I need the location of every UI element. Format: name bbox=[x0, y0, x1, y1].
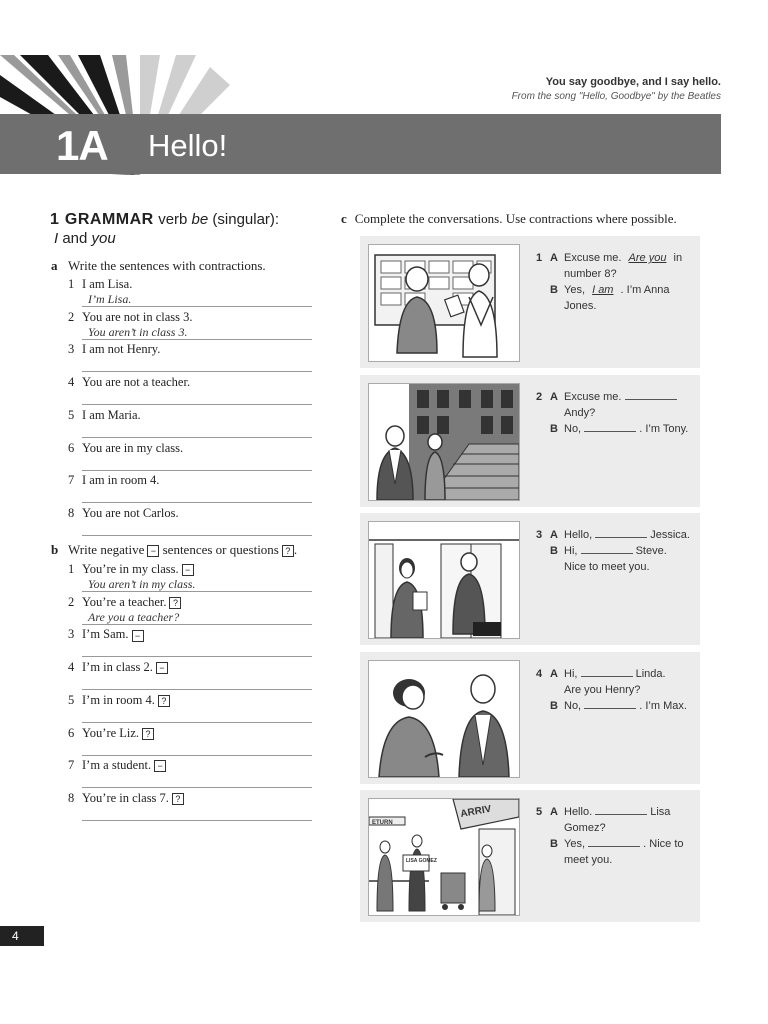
exercise-a-item bbox=[68, 506, 318, 521]
item-prompt: I’m in class 2. bbox=[82, 660, 153, 675]
speaker-a-line bbox=[536, 804, 696, 820]
item-symbol-box: − bbox=[156, 662, 168, 674]
conversation-panel-5 bbox=[360, 790, 700, 922]
item-number: 7 bbox=[68, 758, 75, 773]
answer-line bbox=[82, 521, 312, 536]
answer-line: Are you a teacher? bbox=[82, 610, 312, 625]
speaker-label: A bbox=[550, 806, 558, 818]
speaker-a-line bbox=[536, 527, 696, 543]
item-prompt: You’re in class 7. bbox=[82, 790, 169, 805]
item-number: 7 bbox=[68, 473, 75, 488]
exercise-a-item bbox=[68, 342, 318, 357]
line-end: . I’m Tony. bbox=[639, 423, 689, 435]
section-topic-line2: I and you bbox=[54, 230, 116, 247]
filled-answer: Are you bbox=[628, 252, 667, 264]
answer-blank bbox=[584, 698, 636, 709]
conversation-panel-4 bbox=[360, 652, 700, 784]
conversation-5 bbox=[536, 804, 696, 868]
answer-line bbox=[82, 357, 312, 372]
scene-sign-arrivals: ARRIV bbox=[459, 803, 493, 820]
speaker-a-line2: Are you Henry? bbox=[564, 684, 641, 696]
unit-number: 1A bbox=[56, 122, 108, 169]
exercise-a-item bbox=[68, 441, 318, 456]
item-prompt: You are not a teacher. bbox=[82, 375, 191, 390]
speaker-b-line bbox=[536, 282, 696, 314]
item-prompt: You are not in class 3. bbox=[82, 309, 193, 324]
conversation-number: 2 bbox=[536, 391, 543, 403]
conversation-3 bbox=[536, 527, 696, 575]
section-topic: verb be (singular): bbox=[158, 211, 280, 228]
item-number: 6 bbox=[68, 440, 75, 455]
speaker-b-line bbox=[536, 698, 696, 714]
conversation-panel-2 bbox=[360, 375, 700, 507]
exercise-b-item bbox=[68, 562, 318, 577]
answer-line: You aren’t in class 3. bbox=[82, 325, 312, 340]
answer-blank bbox=[595, 804, 647, 815]
speaker-label: B bbox=[550, 284, 558, 296]
item-symbol-box: ? bbox=[169, 597, 181, 609]
answer-line bbox=[82, 488, 312, 503]
speaker-b-line bbox=[536, 421, 696, 437]
unit-title: Hello! bbox=[148, 128, 228, 163]
exercise-a-item bbox=[68, 375, 318, 390]
quote-source: From the song "Hello, Goodbye" by the Beatles bbox=[511, 91, 721, 102]
item-prompt: I am Maria. bbox=[82, 407, 141, 422]
speaker-b-line bbox=[536, 543, 696, 559]
epigraph bbox=[512, 76, 721, 102]
line-start: Excuse me. bbox=[564, 252, 622, 264]
speaker-a-line bbox=[536, 250, 696, 282]
line-start: No, bbox=[564, 423, 582, 435]
answer-line bbox=[82, 456, 312, 471]
answer-line bbox=[82, 741, 312, 756]
item-number: 8 bbox=[68, 790, 75, 805]
exercise-b-item bbox=[68, 595, 318, 610]
illustration-street bbox=[368, 383, 520, 501]
exercise-c-heading bbox=[341, 211, 677, 227]
line-start: Hello, bbox=[564, 529, 593, 541]
exercise-a-item bbox=[68, 408, 318, 423]
item-symbol-box: ? bbox=[142, 728, 154, 740]
item-number: 1 bbox=[68, 277, 75, 291]
illustration-office-doors bbox=[368, 521, 520, 639]
line-start: Hi, bbox=[564, 545, 578, 557]
filled-answer: I am bbox=[592, 284, 614, 296]
speaker-label: B bbox=[550, 838, 558, 850]
exercise-b-item bbox=[68, 693, 318, 708]
item-prompt: I’m a student. bbox=[82, 758, 152, 773]
item-prompt: I am in room 4. bbox=[82, 473, 160, 488]
conversation-number: 3 bbox=[536, 529, 543, 541]
item-prompt: I am Lisa. bbox=[82, 277, 133, 291]
item-number: 5 bbox=[68, 407, 75, 422]
line-end: in number 8? bbox=[564, 252, 683, 280]
line-end: . I’m Max. bbox=[639, 700, 687, 712]
item-prompt: You’re a teacher. bbox=[82, 594, 167, 609]
answer-line bbox=[82, 708, 312, 723]
item-number: 2 bbox=[68, 594, 75, 609]
answer-line: I’m Lisa. bbox=[82, 292, 312, 307]
answer-blank bbox=[584, 421, 636, 432]
exercise-b-item bbox=[68, 726, 318, 741]
section-keyword: GRAMMAR bbox=[64, 211, 154, 228]
item-symbol-box: − bbox=[132, 630, 144, 642]
conversation-1 bbox=[536, 250, 696, 314]
answer-blank bbox=[581, 543, 633, 554]
line-start: Yes, bbox=[564, 838, 586, 850]
speaker-label: A bbox=[550, 529, 558, 541]
item-symbol-box: ? bbox=[158, 695, 170, 707]
line-end: Lisa bbox=[650, 806, 671, 818]
conversation-panel-1 bbox=[360, 236, 700, 368]
conversation-2 bbox=[536, 389, 696, 437]
item-prompt: I am not Henry. bbox=[82, 342, 161, 357]
line-start: Yes, bbox=[564, 284, 586, 296]
speaker-label: A bbox=[550, 252, 558, 264]
illustration-mailboxes bbox=[368, 244, 520, 362]
item-number: 3 bbox=[68, 627, 75, 642]
line-end: Linda. bbox=[635, 668, 666, 680]
quote-line: You say goodbye, and I say hello. bbox=[545, 76, 721, 88]
line-end: Andy? bbox=[564, 407, 596, 419]
item-symbol-box: ? bbox=[172, 793, 184, 805]
item-number: 3 bbox=[68, 342, 75, 357]
illustration-airport-arrivals bbox=[368, 798, 520, 916]
exercise-b-item bbox=[68, 627, 318, 642]
speaker-label: B bbox=[550, 700, 558, 712]
line-start: No, bbox=[564, 700, 582, 712]
line-start: Hello. bbox=[564, 806, 593, 818]
answer-line bbox=[82, 675, 312, 690]
answer-line bbox=[82, 423, 312, 438]
exercise-a-item bbox=[68, 473, 318, 488]
conversation-number: 1 bbox=[536, 252, 543, 264]
line-end: . I’m Anna Jones. bbox=[564, 284, 670, 312]
answer-blank bbox=[625, 389, 677, 400]
answer-blank bbox=[588, 836, 640, 847]
line-end: Jessica. bbox=[650, 529, 690, 541]
unit-banner bbox=[0, 114, 721, 174]
exercise-b-item bbox=[68, 660, 318, 675]
item-prompt: I’m Sam. bbox=[82, 627, 129, 642]
line-start: Excuse me. bbox=[564, 391, 622, 403]
speaker-label: A bbox=[550, 391, 558, 403]
item-symbol-box: − bbox=[182, 564, 194, 576]
item-prompt: I’m in room 4. bbox=[82, 692, 155, 707]
conversation-number: 4 bbox=[536, 668, 543, 680]
line-end: . Nice to bbox=[643, 838, 684, 850]
exercise-b-item bbox=[68, 791, 318, 806]
item-number: 5 bbox=[68, 692, 75, 707]
item-number: 4 bbox=[68, 660, 75, 675]
answer-line bbox=[82, 642, 312, 657]
line-start: Hi, bbox=[564, 668, 578, 680]
exercise-b-label: b bbox=[51, 542, 59, 557]
conversation-panel-3 bbox=[360, 513, 700, 645]
item-number: 8 bbox=[68, 505, 75, 520]
answer-blank bbox=[595, 527, 647, 538]
speaker-label: A bbox=[550, 668, 558, 680]
conversation-4 bbox=[536, 666, 696, 714]
answer-blank bbox=[581, 666, 633, 677]
speaker-b-line2: meet you. bbox=[564, 854, 613, 866]
section-heading bbox=[50, 210, 320, 248]
speaker-label: B bbox=[550, 545, 558, 557]
speaker-b-line2: Nice to meet you. bbox=[564, 561, 650, 573]
item-prompt: You are in my class. bbox=[82, 440, 184, 455]
speaker-label: B bbox=[550, 423, 558, 435]
section-number: 1 bbox=[50, 211, 59, 228]
conversation-number: 5 bbox=[536, 806, 543, 818]
exercise-c-label: c bbox=[341, 211, 347, 226]
illustration-two-people bbox=[368, 660, 520, 778]
scene-name-card: LISA GOMEZ bbox=[406, 858, 437, 864]
exercise-a-item bbox=[68, 310, 318, 325]
negative-symbol-box: − bbox=[147, 545, 159, 557]
item-number: 2 bbox=[68, 309, 75, 324]
page-number: 4 bbox=[0, 926, 44, 946]
item-prompt: You’re in my class. bbox=[82, 562, 179, 576]
item-symbol-box: − bbox=[154, 760, 166, 772]
scene-sign-left: ETURN bbox=[372, 820, 393, 826]
exercise-a-item bbox=[68, 277, 318, 292]
item-number: 4 bbox=[68, 375, 75, 390]
exercise-a-label: a bbox=[51, 258, 58, 273]
item-number: 1 bbox=[68, 562, 75, 576]
speaker-a-line2: Gomez? bbox=[564, 822, 606, 834]
exercise-b-item bbox=[68, 758, 318, 773]
answer-line: You aren’t in my class. bbox=[82, 577, 312, 592]
answer-line bbox=[82, 773, 312, 788]
item-prompt: You’re Liz. bbox=[82, 725, 140, 740]
line-end: Steve. bbox=[635, 545, 667, 557]
item-prompt: You are not Carlos. bbox=[82, 505, 179, 520]
question-symbol-box: ? bbox=[282, 545, 294, 557]
answer-line bbox=[82, 806, 312, 821]
exercise-c-instruction: Complete the conversations. Use contractions where possible. bbox=[354, 211, 677, 226]
exercise-b-instruction: Write negative − sentences or questions ? . bbox=[68, 542, 298, 557]
answer-line bbox=[82, 390, 312, 405]
item-number: 6 bbox=[68, 725, 75, 740]
exercise-a-instruction: Write the sentences with contractions. bbox=[68, 258, 266, 273]
speaker-a-line bbox=[536, 666, 696, 682]
speaker-b-line bbox=[536, 836, 696, 852]
speaker-a-line bbox=[536, 389, 696, 421]
